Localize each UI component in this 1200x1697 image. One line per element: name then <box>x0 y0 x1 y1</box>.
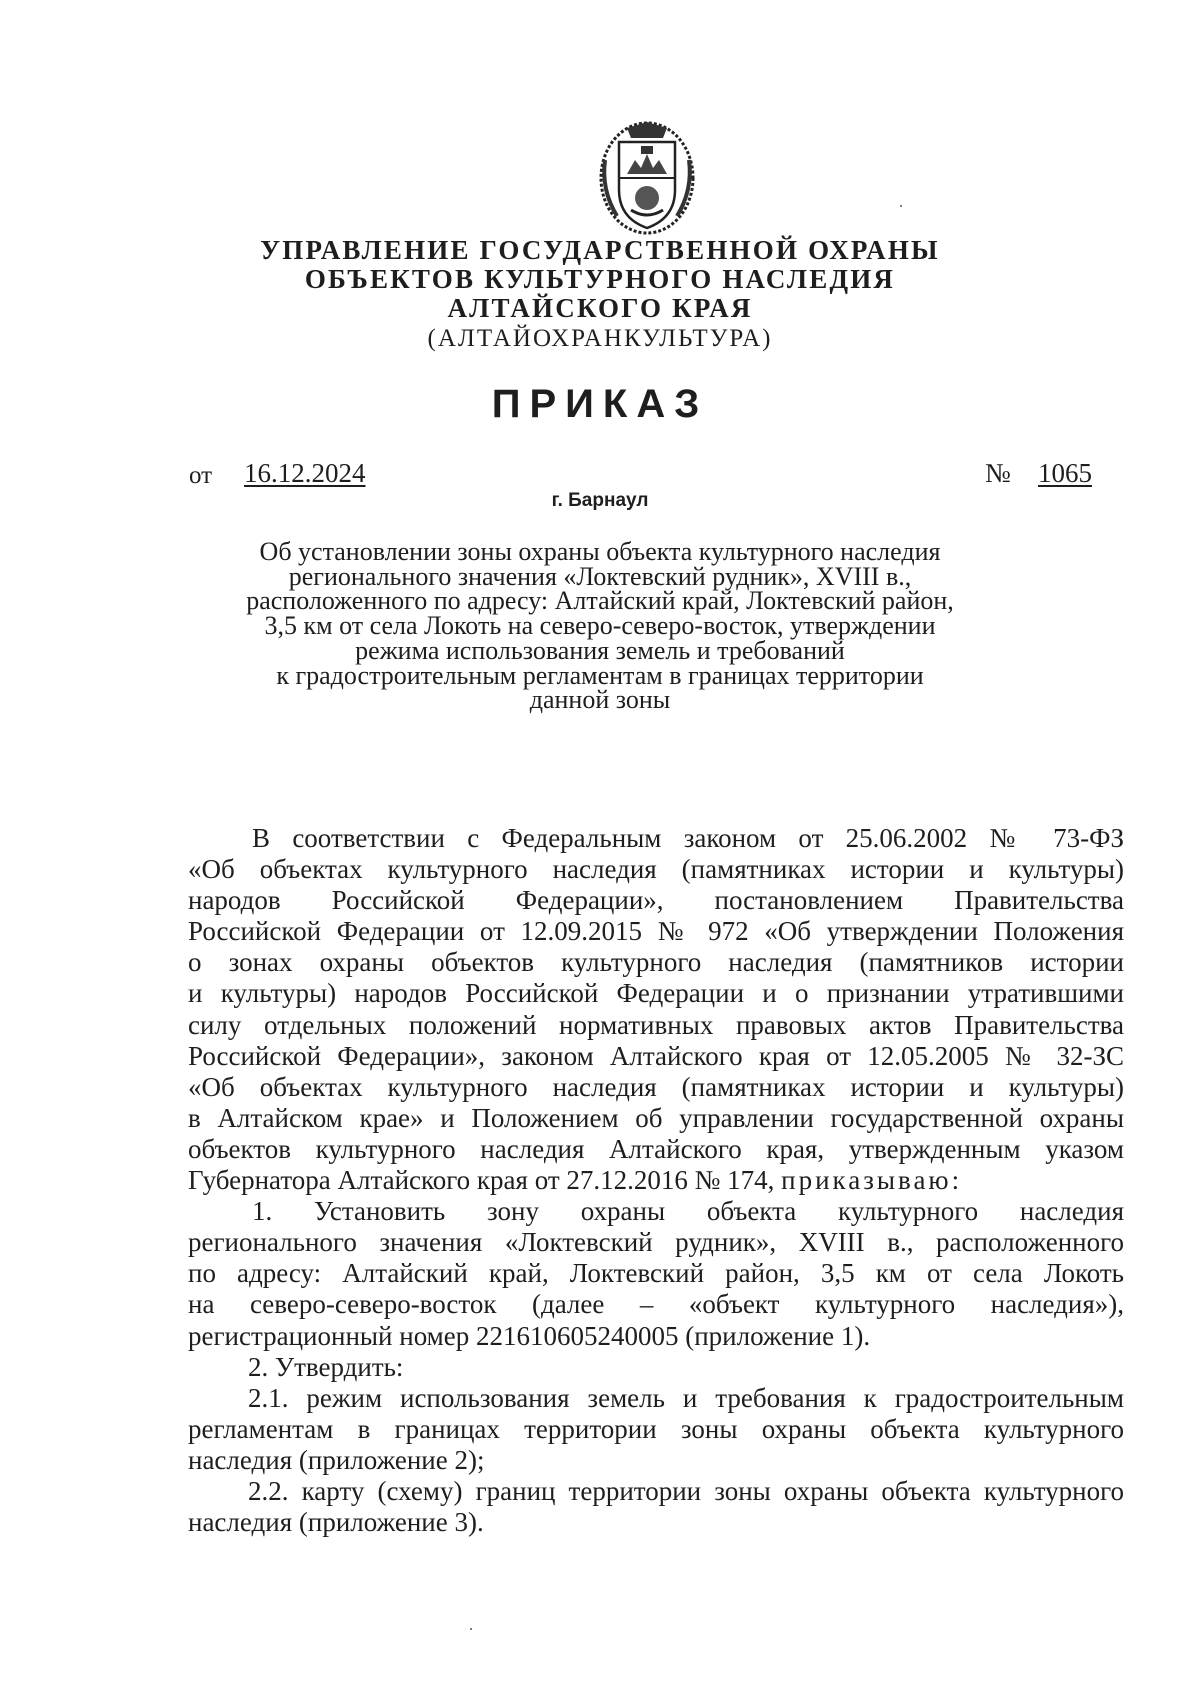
preamble-line: «Об объектах культурного наследия (памятниках истории и культуры) <box>188 854 1124 885</box>
document-number: 1065 <box>1038 458 1092 488</box>
item-2-1-last-line: наследия (приложение 2); <box>188 1444 485 1475</box>
preamble-line: В соответствии с Федеральным законом от 25.06.2002 № 73-ФЗ <box>252 823 1124 853</box>
preamble-last-text: Губернатора Алтайского края от 27.12.2016 № 174, <box>188 1165 775 1196</box>
org-name-line-2: ОБЪЕКТОВ КУЛЬТУРНОГО НАСЛЕДИЯ <box>304 264 896 294</box>
org-short-name: (АЛТАЙОХРАНКУЛЬТУРА) <box>427 325 773 352</box>
preamble-line: о зонах охраны объектов культурного наследия (памятников истории <box>188 947 1124 978</box>
document-date: 16.12.2024 <box>244 458 366 488</box>
scan-speck <box>470 1628 472 1630</box>
city: г. Барнаул <box>551 490 649 511</box>
preamble-line: народов Российской Федерации», постановлением Правительства <box>188 885 1124 916</box>
preamble-line: Российской Федерации от 12.09.2015 № 972 «Об утверждении Положения <box>188 916 1124 947</box>
org-name-line-3: АЛТАЙСКОГО КРАЯ <box>447 293 753 323</box>
item-1-line: 1. Установить зону охраны объекта культурного наследия <box>252 1196 1124 1227</box>
item-2-1-line: 2.1. режим использования земель и требования к градостроительным <box>248 1382 1124 1413</box>
preamble-line: объектов культурного наследия Алтайского края, утвержденным указом <box>188 1133 1124 1164</box>
preamble-line: силу отдельных положений нормативных правовых актов Правительства <box>188 1009 1124 1040</box>
preamble-line: Российской Федерации», законом Алтайского края от 12.05.2005 № 32-ЗС <box>188 1040 1124 1071</box>
document-body <box>188 823 1124 1538</box>
subject-line: режима использования земель и требований <box>355 635 845 665</box>
item-1-line: на северо-северо-восток (далее – «объект культурного наследия»), <box>188 1289 1124 1320</box>
item-2: 2. Утвердить: <box>248 1351 404 1382</box>
item-2-2-line: 2.2. карту (схему) границ территории зоны охраны объекта культурного <box>248 1475 1124 1506</box>
preamble-line: «Об объектах культурного наследия (памятниках истории и культуры) <box>188 1071 1124 1102</box>
scan-speck <box>900 205 902 207</box>
order-word: приказываю: <box>781 1165 963 1196</box>
item-1-last-line: регистрационный номер 221610605240005 (приложение 1). <box>188 1320 871 1351</box>
item-2-2-last-line: наследия (приложение 3). <box>188 1507 484 1538</box>
preamble-last-line <box>188 1165 1124 1196</box>
subject-line: Об установлении зоны охраны объекта культурного наследия <box>259 537 941 566</box>
org-name-line-1: УПРАВЛЕНИЕ ГОСУДАРСТВЕННОЙ ОХРАНЫ <box>260 235 940 265</box>
preamble-line: и культуры) народов Российской Федерации и о признании утратившими <box>188 978 1124 1009</box>
subject-line: данной зоны <box>529 685 671 715</box>
document-subject <box>230 537 970 715</box>
subject-line: к градостроительным регламентам в границах территории <box>276 660 924 690</box>
preamble-line: в Алтайском крае» и Положением об управлении государственной охраны <box>188 1102 1124 1133</box>
subject-line: 3,5 км от села Локоть на северо-северо-восток, утверждении <box>264 611 936 641</box>
organization-name <box>200 236 1000 355</box>
item-2-1-line: регламентам в границах территории зоны охраны объекта культурного <box>188 1413 1124 1444</box>
item-1-line: по адресу: Алтайский край, Локтевский район, 3,5 км от села Локоть <box>188 1258 1124 1289</box>
date-label: от <box>189 462 213 489</box>
subject-line: расположенного по адресу: Алтайский край, Локтевский район, <box>246 586 954 616</box>
item-1-line: регионального значения «Локтевский рудник», XVIII в., расположенного <box>188 1227 1124 1258</box>
number-label: № <box>985 458 1011 488</box>
subject-line: регионального значения «Локтевский рудник», XVIII в., <box>288 561 912 591</box>
document-type-title: ПРИКАЗ <box>491 382 709 426</box>
altai-krai-coat-of-arms-icon <box>597 120 697 236</box>
